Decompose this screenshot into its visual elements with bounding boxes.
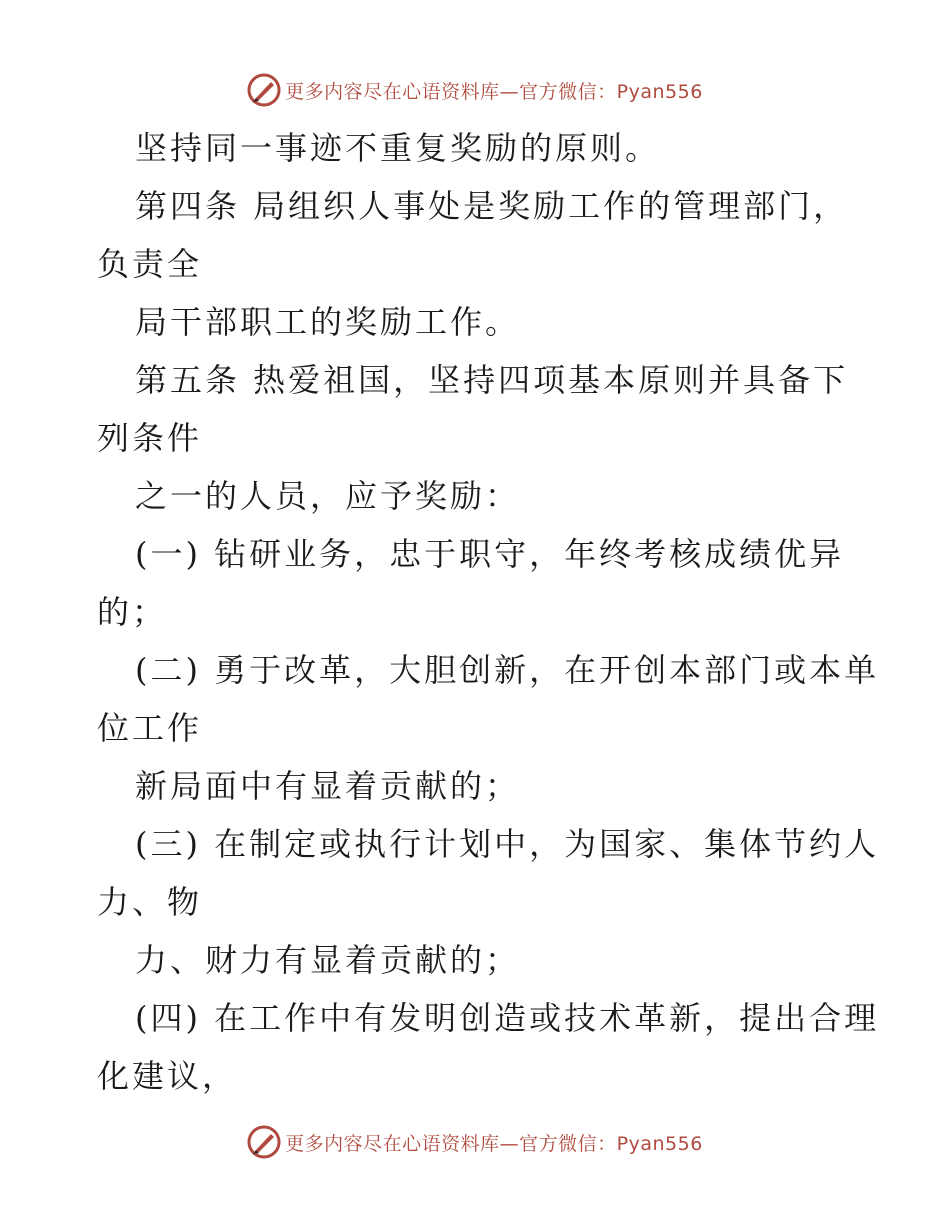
footer-watermark-banner [0, 1122, 950, 1162]
text-line: 之一的人员，应予奖励： [135, 477, 521, 515]
text-line: (三) 在制定或执行计划中，为国家、集体节约人 [135, 825, 880, 863]
text-line: 力、物 [97, 883, 203, 921]
header-watermark-text: 更多内容尽在心语资料库—官方微信：Pyan556 [285, 80, 703, 103]
footer-watermark-text: 更多内容尽在心语资料库—官方微信：Pyan556 [285, 1132, 703, 1155]
text-line: 位工作 [97, 709, 203, 747]
text-line: 新局面中有显着贡献的； [135, 767, 521, 805]
text-line: 化建议， [97, 1057, 238, 1095]
header-watermark-banner [0, 70, 950, 110]
text-line: (一) 钻研业务，忠于职守，年终考核成绩优异 [135, 535, 845, 573]
text-line: 坚持同一事迹不重复奖励的原则。 [135, 129, 661, 167]
text-line: 第五条 热爱祖国，坚持四项基本原则并具备下 [135, 361, 849, 399]
pen-logo-icon [247, 1125, 281, 1159]
text-line: 列条件 [97, 419, 203, 457]
text-line: 局干部职工的奖励工作。 [135, 303, 521, 341]
pen-logo-icon [247, 73, 281, 107]
text-line: (四) 在工作中有发明创造或技术革新，提出合理 [135, 999, 880, 1037]
text-line: (二) 勇于改革，大胆创新，在开创本部门或本单 [135, 651, 880, 689]
text-line: 负责全 [97, 245, 203, 283]
text-line: 的； [97, 593, 168, 631]
text-line: 力、财力有显着贡献的； [135, 941, 521, 979]
text-line: 第四条 局组织人事处是奖励工作的管理部门， [135, 187, 849, 225]
